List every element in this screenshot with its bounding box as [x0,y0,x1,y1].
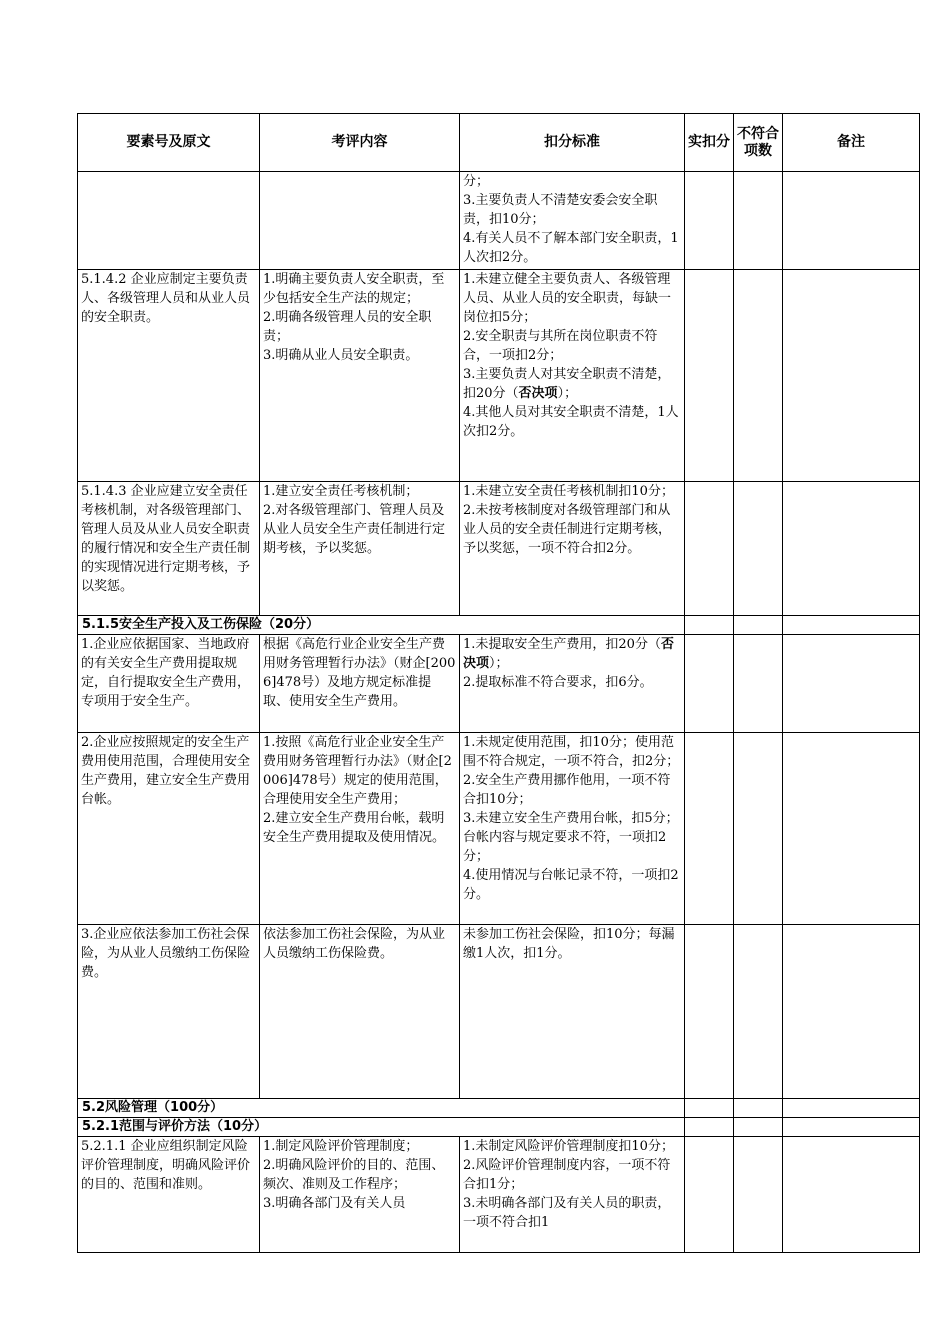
deduct-cell[interactable] [685,925,734,1099]
section-row [78,1118,920,1137]
element-cell: 3.企业应依法参加工伤社会保险，为从业人员缴纳工伤保险费。 [78,925,260,1099]
noncomply-cell[interactable] [734,616,783,635]
table-row [78,925,920,1099]
noncomply-cell[interactable] [734,733,783,925]
element-cell: 5.1.4.2 企业应制定主要负责人、各级管理人员和从业人员的安全职责。 [78,270,260,482]
remark-cell[interactable] [783,270,920,482]
standard-cell: 未参加工伤社会保险，扣10分；每漏缴1人次，扣1分。 [460,925,685,1099]
header-content: 考评内容 [260,114,460,172]
remark-cell[interactable] [783,1118,920,1137]
header-row [78,114,920,172]
header-standard: 扣分标准 [460,114,685,172]
remark-cell[interactable] [783,616,920,635]
remark-cell[interactable] [783,482,920,616]
noncomply-cell[interactable] [734,925,783,1099]
standard-text: ）； 2.提取标准不符合要求，扣6分。 [463,656,653,690]
deduct-cell[interactable] [685,1118,734,1137]
standard-cell [460,635,685,733]
section-row [78,616,920,635]
content-cell: 1.制定风险评价管理制度； 2.明确风险评价的目的、范围、频次、准则及工作程序； 3.明确各部门及有关人员 [260,1137,460,1253]
element-cell [78,172,260,270]
deduct-cell[interactable] [685,616,734,635]
header-element: 要素号及原文 [78,114,260,172]
veto-flag: 否决项 [518,386,558,401]
remark-cell[interactable] [783,733,920,925]
content-cell: 1.按照《高危行业企业安全生产费用财务管理暂行办法》（财企[2006]478号）规定的使用范围，合理使用安全生产费用； 2.建立安全生产费用台帐，载明安全生产费用提取及使用情况。 [260,733,460,925]
remark-cell[interactable] [783,635,920,733]
noncomply-cell[interactable] [734,1118,783,1137]
standard-cell: 1.未建立安全责任考核机制扣10分； 2.未按考核制度对各级管理部门和从业人员的安全责任制进行定期考核，予以奖惩，一项不符合扣2分。 [460,482,685,616]
noncomply-cell[interactable] [734,635,783,733]
standard-text: 1.未建立健全主要负责人、各级管理人员、从业人员的安全职责，每缺一岗位扣5分； 2.安全职责与其所在岗位职责不符合，一项扣2分； 3.主要负责人对其安全职责不清楚，扣20分（ [463,272,672,401]
content-cell: 根据《高危行业企业安全生产费用财务管理暂行办法》（财企[2006]478号）及地方规定标准提取、使用安全生产费用。 [260,635,460,733]
standard-text: 1.未提取安全生产费用，扣20分（ [463,637,661,652]
standard-cell: 1.未制定风险评价管理制度扣10分； 2.风险评价管理制度内容，一项不符合扣1分； 3.未明确各部门及有关人员的职责，一项不符合扣1 [460,1137,685,1253]
table-row [78,1137,920,1253]
header-noncomply: 不符合项数 [734,114,783,172]
element-cell: 2.企业应按照规定的安全生产费用使用范围，合理使用安全生产费用，建立安全生产费用台帐。 [78,733,260,925]
remark-cell[interactable] [783,172,920,270]
header-remark: 备注 [783,114,920,172]
section-title: 5.2.1范围与评价方法（10分） [78,1118,685,1137]
deduct-cell[interactable] [685,172,734,270]
remark-cell[interactable] [783,1137,920,1253]
evaluation-table [77,113,920,1253]
table-row [78,172,920,270]
content-cell: 依法参加工伤社会保险，为从业人员缴纳工伤保险费。 [260,925,460,1099]
section-title: 5.1.5安全生产投入及工伤保险（20分） [78,616,685,635]
standard-cell: 1.未规定使用范围，扣10分；使用范围不符合规定，一项不符合，扣2分； 2.安全生产费用挪作他用，一项不符合扣10分； 3.未建立安全生产费用台帐，扣5分；台帐内容与规定要求不符，一项扣2分； 4.使用情况与台帐记录不符，一项扣2分。 [460,733,685,925]
section-row [78,1099,920,1118]
noncomply-cell[interactable] [734,172,783,270]
deduct-cell[interactable] [685,635,734,733]
table-row [78,635,920,733]
veto-flag: 否决项 [463,637,674,671]
deduct-cell[interactable] [685,482,734,616]
element-cell: 1.企业应依据国家、当地政府的有关安全生产费用提取规定，自行提取安全生产费用，专项用于安全生产。 [78,635,260,733]
standard-cell: 分； 3.主要负责人不清楚安委会安全职责，扣10分； 4.有关人员不了解本部门安全职责，1人次扣2分。 [460,172,685,270]
noncomply-cell[interactable] [734,1137,783,1253]
noncomply-cell[interactable] [734,1099,783,1118]
standard-cell [460,270,685,482]
noncomply-cell[interactable] [734,482,783,616]
element-cell: 5.1.4.3 企业应建立安全责任考核机制，对各级管理部门、管理人员及从业人员安全职责的履行情况和安全生产责任制的实现情况进行定期考核，予以奖惩。 [78,482,260,616]
standard-text: ）； 4.其他人员对其安全职责不清楚，1人次扣2分。 [463,386,679,439]
deduct-cell[interactable] [685,733,734,925]
deduct-cell[interactable] [685,1137,734,1253]
remark-cell[interactable] [783,925,920,1099]
element-cell: 5.2.1.1 企业应组织制定风险评价管理制度，明确风险评价的目的、范围和准则。 [78,1137,260,1253]
content-cell [260,172,460,270]
deduct-cell[interactable] [685,270,734,482]
remark-cell[interactable] [783,1099,920,1118]
header-deduct: 实扣分 [685,114,734,172]
section-title: 5.2风险管理（100分） [78,1099,685,1118]
table-row [78,270,920,482]
content-cell: 1.明确主要负责人安全职责，至少包括安全生产法的规定； 2.明确各级管理人员的安全职责； 3.明确从业人员安全职责。 [260,270,460,482]
deduct-cell[interactable] [685,1099,734,1118]
table-row [78,482,920,616]
content-cell: 1.建立安全责任考核机制； 2.对各级管理部门、管理人员及从业人员安全生产责任制进行定期考核，予以奖惩。 [260,482,460,616]
noncomply-cell[interactable] [734,270,783,482]
table-row [78,733,920,925]
